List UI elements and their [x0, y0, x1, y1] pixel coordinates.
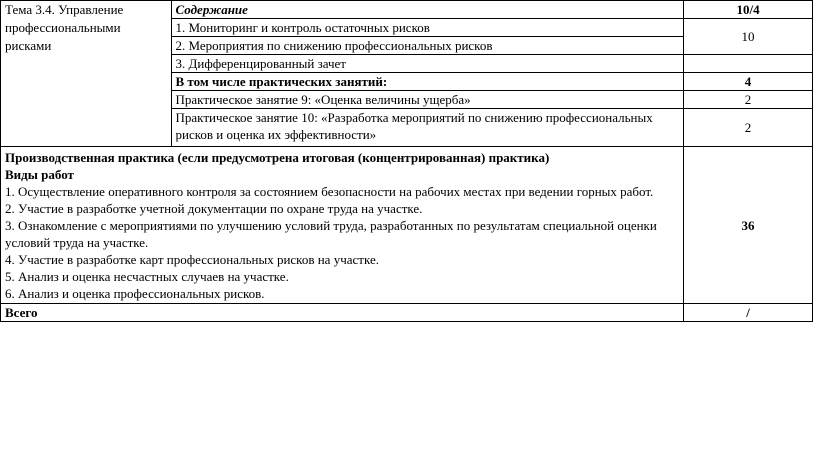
work-item: 6. Анализ и оценка профессиональных рисков.	[5, 286, 265, 301]
industrial-practice-subtitle: Виды работ	[5, 167, 74, 182]
empty-hours-cell	[684, 55, 813, 73]
industrial-practice-cell	[1, 147, 684, 304]
topic-line: профессиональными	[5, 20, 121, 35]
content-item: 3. Дифференцированный зачет	[171, 55, 684, 73]
work-item: 5. Анализ и оценка несчастных случаев на участке.	[5, 269, 289, 284]
work-item: 3. Ознакомление с мероприятиями по улучшению условий труда, разработанных по результатам специальной оценки	[5, 218, 657, 233]
practical-lesson-10	[171, 109, 684, 147]
table-row	[1, 147, 813, 304]
content-item: 2. Мероприятия по снижению профессиональных рисков	[171, 37, 684, 55]
practical-lesson-9: Практическое занятие 9: «Оценка величины ущерба»	[171, 91, 684, 109]
table-row	[1, 304, 813, 322]
total-label: Всего	[1, 304, 684, 322]
practical-lesson-10-line: рисков и оценка их эффективности»	[175, 127, 377, 142]
topic-line: рисками	[5, 38, 52, 53]
content-header-hours: 10/4	[684, 1, 813, 19]
content-item: 1. Мониторинг и контроль остаточных рисков	[171, 19, 684, 37]
industrial-practice-hours: 36	[684, 147, 813, 304]
practical-header-hours: 4	[684, 73, 813, 91]
total-hours: /	[684, 304, 813, 322]
work-item: 1. Осуществление оперативного контроля за состоянием безопасности на рабочих местах при ведении горных работ.	[5, 184, 654, 199]
work-item: 4. Участие в разработке карт профессиональных рисков на участке.	[5, 252, 379, 267]
topic-line: Тема 3.4. Управление	[5, 2, 124, 17]
practical-lesson-10-line: Практическое занятие 10: «Разработка мероприятий по снижению профессиональных	[175, 110, 653, 125]
table-row	[1, 1, 813, 19]
work-item: условий труда на участке.	[5, 235, 149, 250]
work-item: 2. Участие в разработке учетной документации по охране труда на участке.	[5, 201, 423, 216]
practical-lesson-10-hours: 2	[684, 109, 813, 147]
content-header: Содержание	[171, 1, 684, 19]
content-items-hours: 10	[684, 19, 813, 55]
practical-header: В том числе практических занятий:	[171, 73, 684, 91]
topic-cell	[1, 1, 172, 147]
practical-lesson-9-hours: 2	[684, 91, 813, 109]
industrial-practice-title: Производственная практика (если предусмотрена итоговая (концентрированная) практика)	[5, 150, 550, 165]
